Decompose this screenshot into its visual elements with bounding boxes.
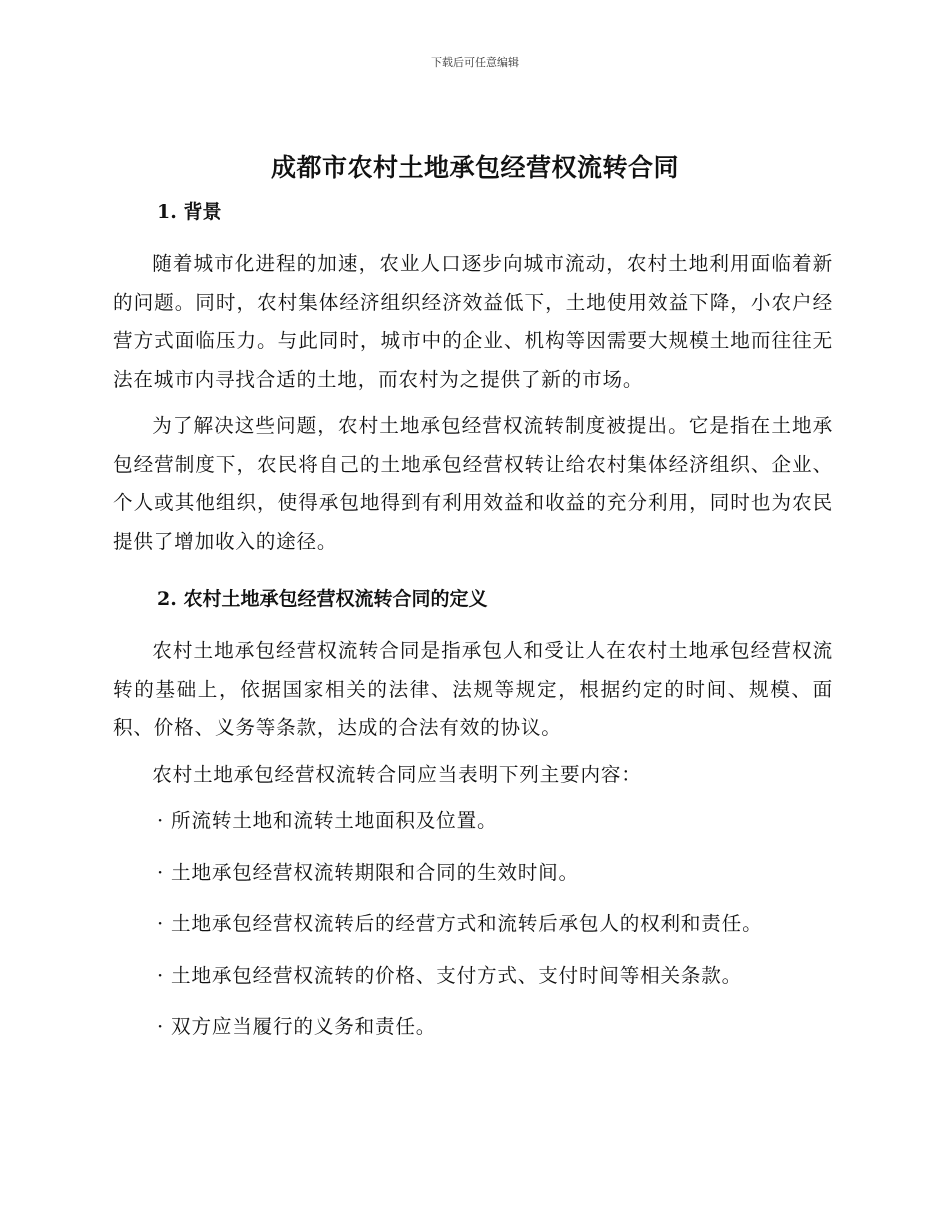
paragraph: 农村土地承包经营权流转合同是指承包人和受让人在农村土地承包经营权流转的基础上，依据国家相关的法律、法规等规定，根据约定的时间、规模、面积、价格、义务等条款，达成的合法有效的协议。 (113, 639, 833, 739)
section-heading-background: 1. 背景 (157, 201, 222, 223)
list-item: · 土地承包经营权流转期限和合同的生效时间。 (157, 860, 579, 884)
paragraph: 为了解决这些问题，农村土地承包经营权流转制度被提出。它是指在土地承包经营制度下，农民将自己的土地承包经营权转让给农村集体经济组织、企业、个人或其他组织，使得承包地得到有利用效益和收益的充分利用，同时也为农民提供了增加收入的途径。 (113, 414, 833, 553)
paragraph: 农村土地承包经营权流转合同应当表明下列主要内容： (152, 762, 642, 786)
list-item: · 所流转土地和流转土地面积及位置。 (157, 809, 498, 832)
list-item: · 土地承包经营权流转后的经营方式和流转后承包人的权利和责任。 (157, 912, 763, 935)
header-note: 下载后可任意编辑 (431, 56, 519, 69)
document-title: 成都市农村土地承包经营权流转合同 (270, 153, 679, 182)
section-heading-definition: 2. 农村土地承包经营权流转合同的定义 (157, 588, 488, 610)
list-item: · 双方应当履行的义务和责任。 (157, 1015, 437, 1038)
list-item: · 土地承包经营权流转的价格、支付方式、支付时间等相关条款。 (157, 963, 743, 987)
document-body (113, 196, 833, 1060)
paragraph: 随着城市化进程的加速，农业人口逐步向城市流动，农村土地利用面临着新的问题。同时，农村集体经济组织经济效益低下，土地使用效益下降，小农户经营方式面临压力。与此同时，城市中的企业、机构等因需要大规模土地而往往无法在城市内寻找合适的土地，而农村为之提供了新的市场。 (113, 252, 833, 391)
